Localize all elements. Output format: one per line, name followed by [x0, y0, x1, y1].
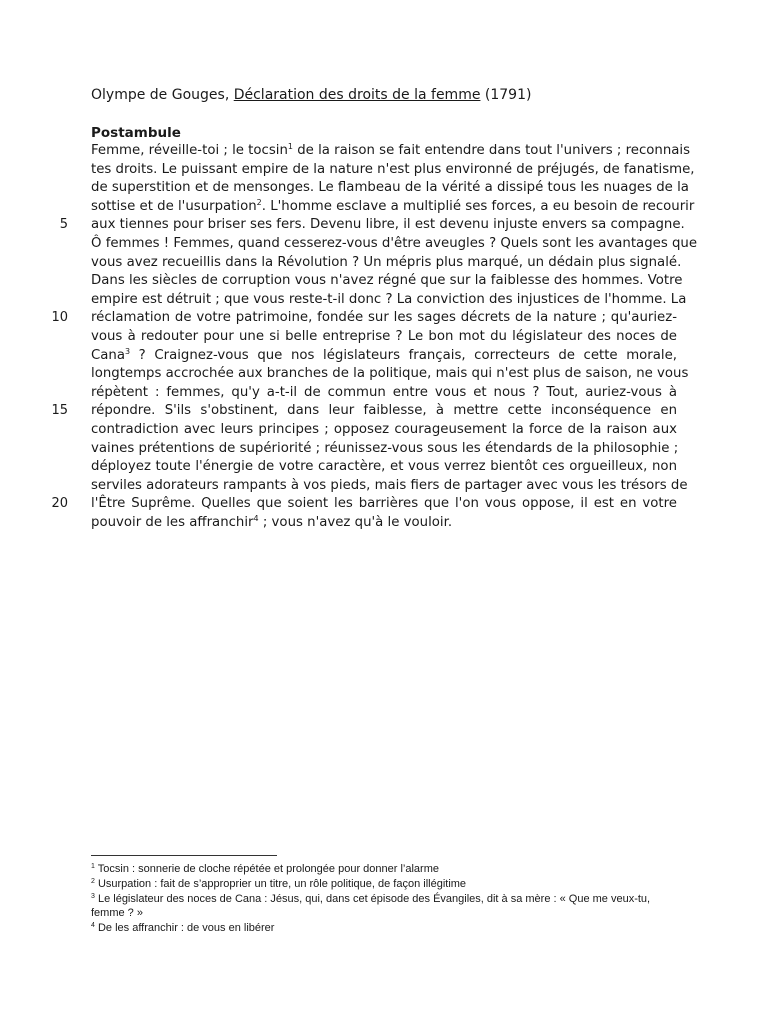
- footnotes: [91, 862, 681, 936]
- text-line: [91, 216, 685, 235]
- footnote-marker: 4: [253, 513, 259, 523]
- work-title: Déclaration des droits de la femme: [233, 87, 481, 103]
- text-line: [91, 458, 677, 477]
- text-line: [91, 514, 677, 533]
- text-line-content: aux tiennes pour briser ses fers. Devenu libre, il est devenu injuste envers sa compagne.: [91, 217, 685, 233]
- footnote-marker: 1: [287, 142, 293, 151]
- text-line-content: de superstition et de mensonges. Le flambeau de la vérité a dissipé tous les nuages de la: [91, 180, 689, 196]
- text-line: [91, 495, 677, 514]
- text-line-content: tes droits. Le puissant empire de la nature n'est plus environné de préjugés, de fanatisme,: [91, 161, 695, 177]
- text-line-continuation: ? Craignez-vous que nos législateurs français, correcteurs de cette morale,: [130, 347, 677, 363]
- text-line-content: sottise et de l'usurpation: [91, 198, 257, 214]
- text-line-content: longtemps accrochée aux branches de la politique, mais qui n'est plus de saison, ne vous: [91, 366, 689, 382]
- text-line-continuation: ; vous n'avez qu'à le vouloir.: [258, 514, 453, 530]
- author-name: Olympe de Gouges,: [91, 87, 230, 103]
- line-number: 20: [51, 496, 68, 512]
- footnote: [91, 906, 681, 921]
- footnote-number: 2: [91, 877, 95, 885]
- text-line-content: Ô femmes ! Femmes, quand cesserez-vous d'être aveugles ? Quels sont les avantages que: [91, 235, 698, 251]
- footnote-text: De les affranchir : de vous en libérer: [94, 922, 275, 935]
- section-heading: Postambule: [91, 125, 181, 141]
- text-line-content: empire est détruit ; que vous reste-t-il donc ? La conviction des injustices de l'homme. La: [91, 291, 687, 307]
- text-line: [91, 272, 683, 291]
- text-line-content: Dans les siècles de corruption vous n'avez régné que sur la faiblesse des hommes. Votre: [91, 273, 683, 289]
- text-line: [91, 347, 677, 366]
- footnote-text: Tocsin : sonnerie de cloche répétée et prolongée pour donner l’alarme: [94, 863, 439, 875]
- footnote: [91, 877, 681, 892]
- text-line-content: Cana: [91, 347, 126, 363]
- publication-year: (1791): [484, 87, 532, 103]
- text-line-content: serviles adorateurs rampants à vos pieds, mais fiers de partager avec vous les trésors de: [91, 477, 688, 493]
- text-line-content: contradiction avec leurs principes ; opposez courageusement la force de la raison aux: [91, 421, 677, 437]
- footnote-text: Le législateur des noces de Cana : Jésus, qui, dans cet épisode des Évangiles, dit à sa mère : « Que me veux-tu,: [94, 892, 651, 905]
- text-line: [91, 179, 689, 198]
- footnote-number: 1: [91, 863, 95, 870]
- footnote: [91, 892, 681, 907]
- text-line-content: réclamation de votre patrimoine, fondée sur les sages décrets de la nature ; qu'auriez-: [91, 310, 677, 326]
- line-number: 5: [59, 217, 68, 233]
- text-line: [91, 254, 682, 273]
- document-title: [91, 86, 691, 105]
- footnote-marker: 2: [256, 197, 262, 207]
- footnote-number: 4: [91, 922, 95, 930]
- text-line: [91, 328, 677, 347]
- text-line-content: vous avez recueillis dans la Révolution ? Un mépris plus marqué, un dédain plus signalé.: [91, 254, 682, 270]
- text-line: [91, 384, 677, 403]
- text-line-content: vaines prétentions de supériorité ; réunissez-vous sous les étendards de la philosophie ;: [91, 440, 679, 456]
- postambule-text: [91, 142, 698, 532]
- line-number: 15: [51, 403, 68, 419]
- text-line: [91, 235, 698, 254]
- footnote: [91, 862, 681, 877]
- text-line: [91, 291, 687, 310]
- text-line-continuation: . L'homme esclave a multiplié ses forces, a eu besoin de recourir: [261, 198, 695, 214]
- text-line: [91, 365, 689, 384]
- text-line-content: répondre. S'ils s'obstinent, dans leur faiblesse, à mettre cette inconséquence en: [91, 403, 677, 419]
- text-line: [91, 440, 677, 459]
- text-line: [91, 477, 688, 496]
- footnote-text: femme ? »: [91, 907, 143, 920]
- footnote: [91, 921, 681, 936]
- text-line: [91, 142, 691, 161]
- text-line-continuation: de la raison se fait entendre dans tout l'univers ; reconnais: [293, 143, 691, 158]
- text-line: [91, 402, 677, 421]
- text-line: [91, 309, 677, 328]
- text-line-content: déployez toute l'énergie de votre caractère, et vous verrez bientôt ces orgueilleux, non: [91, 459, 677, 475]
- footnote-number: 3: [91, 892, 95, 900]
- text-line: [91, 197, 695, 217]
- footnote-marker: 3: [125, 346, 131, 356]
- text-line-content: l'Être Suprême. Quelles que soient les barrières que l'on vous oppose, il est en votre: [91, 496, 677, 512]
- text-line-content: pouvoir de les affranchir: [91, 514, 254, 530]
- text-line-content: vous à redouter pour une si belle entreprise ? Le bon mot du législateur des noces de: [91, 328, 677, 344]
- text-line-content: Femme, réveille-toi ; le tocsin: [91, 143, 288, 158]
- text-line-content: répètent : femmes, qu'y a-t-il de commun entre vous et nous ? Tout, auriez-vous à: [91, 384, 677, 400]
- text-line: [91, 421, 677, 440]
- text-line: [91, 161, 695, 180]
- footnote-separator: [91, 855, 277, 856]
- line-number: 10: [51, 310, 68, 326]
- footnote-text: Usurpation : fait de s’approprier un titre, un rôle politique, de façon illégitime: [94, 877, 467, 890]
